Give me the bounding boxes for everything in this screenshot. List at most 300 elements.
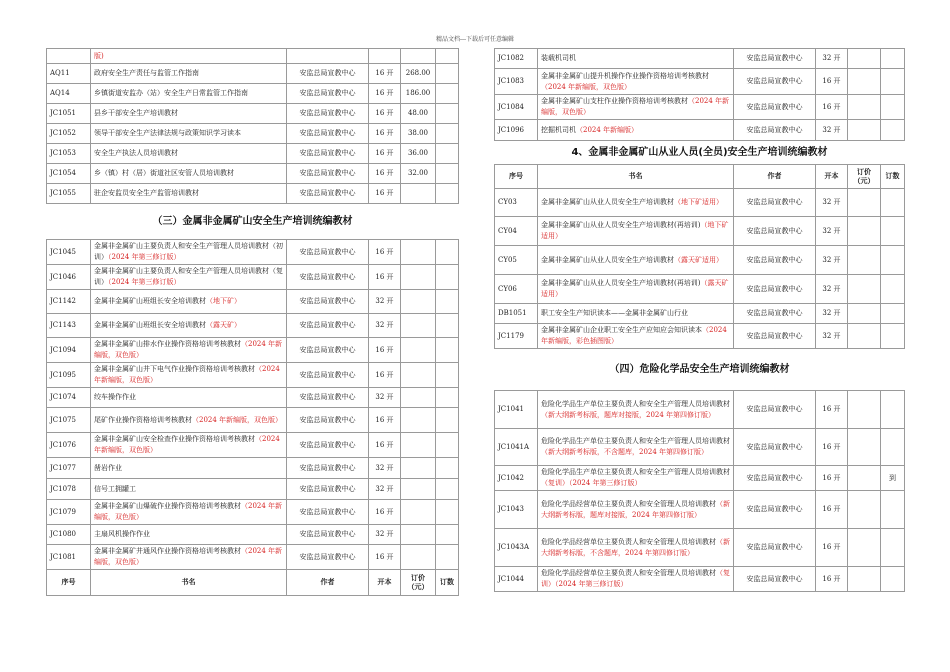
book-code: JC1052: [47, 124, 91, 144]
book-title: [538, 246, 734, 275]
table-row: [495, 529, 905, 567]
book-author: 安监总局宣教中心: [287, 84, 369, 104]
book-author: 安监总局宣教中心: [287, 408, 369, 433]
book-code: JC1054: [47, 164, 91, 184]
book-price: [401, 184, 436, 204]
book-code: JC1075: [47, 408, 91, 433]
book-author: 安监总局宣教中心: [734, 275, 816, 304]
title-text: 金属非金属矿山企业职工安全生产应知应会知识读本: [541, 326, 702, 334]
order-qty-cell[interactable]: [436, 184, 459, 204]
book-code: JC1044: [495, 567, 538, 592]
table-header-row: [495, 165, 905, 189]
book-format: 32 开: [816, 324, 848, 349]
book-title: [538, 324, 734, 349]
title-text: 金属非金属矿山提升机操作作业操作资格培训考核教材: [541, 71, 709, 80]
book-format: 32 开: [816, 189, 848, 217]
title-text: 金属非金属矿山主要负责人和安全生产管理人员培训教材（复训）: [94, 267, 283, 286]
table-row: [495, 69, 905, 95]
book-code: CY04: [495, 217, 538, 246]
edition-note: （2024 年新编版）: [576, 125, 639, 134]
book-price: [401, 240, 436, 265]
order-qty-cell[interactable]: [881, 529, 905, 567]
order-qty-cell[interactable]: [881, 246, 905, 275]
book-title: [91, 240, 287, 265]
edition-note: 版): [94, 51, 104, 60]
book-title: [538, 49, 734, 69]
table-row: [495, 304, 905, 324]
order-qty-cell[interactable]: [881, 391, 905, 429]
book-code: JC1082: [495, 49, 538, 69]
book-code: CY03: [495, 189, 538, 217]
table-row: [47, 363, 459, 388]
title-text: 危险化学品经营单位主要负责人和安全管理人员培训教材: [541, 537, 716, 546]
title-text: 危险化学品生产单位主要负责人和安全生产管理人员培训教材: [541, 399, 730, 408]
book-title: [91, 84, 287, 104]
order-qty-cell[interactable]: [881, 95, 905, 120]
table-row: [495, 567, 905, 592]
order-qty-cell[interactable]: [436, 458, 459, 479]
book-format: 16 开: [369, 104, 401, 124]
left-catalog-table: [46, 48, 459, 596]
edition-note: （2024 年新编版，双色版）: [541, 97, 730, 116]
order-qty-cell[interactable]: [881, 275, 905, 304]
order-qty-cell[interactable]: [436, 545, 459, 570]
book-author: 安监总局宣教中心: [287, 545, 369, 570]
order-qty-cell[interactable]: [881, 120, 905, 141]
table-row: [47, 290, 459, 314]
title-text: 挖掘机司机: [541, 125, 576, 134]
book-format: 32 开: [816, 120, 848, 141]
section-title: （四）危险化学品安全生产培训统编教材: [495, 349, 905, 391]
title-text: 危险化学品经营单位主要负责人和安全管理人员培训教材: [541, 569, 716, 577]
title-text: 职工安全生产知识读本——金属非金属矿山行业: [541, 309, 688, 317]
header-size: 开本: [369, 570, 401, 596]
title-text: 金属非金属矿井通风作业操作资格培训考核教材: [94, 547, 241, 555]
table-row: [47, 479, 459, 500]
order-qty-cell[interactable]: [436, 433, 459, 458]
book-title: [91, 525, 287, 545]
table-row: [47, 240, 459, 265]
book-price: [401, 388, 436, 408]
table-row: [47, 388, 459, 408]
table-row: [495, 246, 905, 275]
title-text: 金属非金属矿山从业人员安全生产培训教材: [541, 198, 674, 206]
book-author: 安监总局宣教中心: [734, 217, 816, 246]
book-title: [91, 458, 287, 479]
order-qty-cell[interactable]: [881, 49, 905, 69]
edition-note: （复训）（2024 年第三修订版）: [541, 479, 642, 487]
book-title: [91, 104, 287, 124]
edition-note: （地下矿适用）: [541, 221, 729, 240]
book-price: [848, 391, 881, 429]
table-row: [495, 49, 905, 69]
book-code: JC1074: [47, 388, 91, 408]
header-qty: 订数: [881, 165, 905, 189]
book-format: 16 开: [816, 567, 848, 592]
title-text: 金属非金属矿山从业人员安全生产培训教材(再培训): [541, 279, 701, 287]
book-title: [91, 363, 287, 388]
book-price: [401, 479, 436, 500]
edition-note: （2024 年第三修订版）: [108, 253, 181, 261]
order-qty-cell[interactable]: [881, 567, 905, 592]
title-text: 金属非金属矿山排水作业操作资格培训考核教材: [94, 340, 241, 348]
book-format: 16 开: [369, 545, 401, 570]
book-title: [91, 290, 287, 314]
table-row: [47, 525, 459, 545]
order-qty-cell[interactable]: [881, 491, 905, 529]
book-code: JC1084: [495, 95, 538, 120]
book-author: 安监总局宣教中心: [287, 184, 369, 204]
table-row: [495, 429, 905, 466]
order-qty-cell[interactable]: [881, 429, 905, 466]
book-format: 16 开: [369, 408, 401, 433]
header-price: 订价（元）: [848, 165, 881, 189]
order-qty-cell[interactable]: [881, 304, 905, 324]
book-code: JC1041: [495, 391, 538, 429]
right-catalog-table: [494, 48, 905, 592]
title-text: 安全生产执法人员培训教材: [94, 149, 178, 157]
order-qty-cell[interactable]: [436, 124, 459, 144]
book-code: JC1142: [47, 290, 91, 314]
edition-note: （2024 年新编版，双色版）: [94, 340, 283, 359]
book-title: [91, 388, 287, 408]
book-author: 安监总局宣教中心: [287, 458, 369, 479]
order-qty-cell[interactable]: [436, 265, 459, 290]
edition-note: （地下矿）: [206, 297, 241, 305]
book-code: JC1043: [495, 491, 538, 529]
book-code: JC1094: [47, 338, 91, 363]
table-row: [47, 84, 459, 104]
book-format: 32 开: [816, 304, 848, 324]
order-qty-cell[interactable]: [881, 189, 905, 217]
book-author: 安监总局宣教中心: [734, 324, 816, 349]
book-author: 安监总局宣教中心: [287, 240, 369, 265]
edition-note: （露天矿）: [206, 321, 241, 329]
book-title: [91, 144, 287, 164]
book-title: [91, 314, 287, 338]
book-format: 16 开: [369, 265, 401, 290]
title-text: 危险化学品经营单位主要负责人和安全管理人员培训教材: [541, 499, 716, 508]
book-format: 32 开: [816, 49, 848, 69]
book-format: 32 开: [369, 290, 401, 314]
section-heading-row: [495, 349, 905, 391]
book-price: [848, 217, 881, 246]
book-title: [538, 391, 734, 429]
book-title: [538, 491, 734, 529]
title-text: 危险化学品生产单位主要负责人和安全生产管理人员培训教材: [541, 437, 730, 445]
book-price: [848, 246, 881, 275]
title-text: 金属非金属矿山从业人员安全生产培训教材: [541, 255, 674, 264]
order-qty-cell[interactable]: 到: [881, 466, 905, 491]
book-author: 安监总局宣教中心: [287, 388, 369, 408]
table-row: [495, 95, 905, 120]
book-format: 16 开: [369, 433, 401, 458]
title-text: 领导干部安全生产法律法规与政策知识学习读本: [94, 129, 241, 137]
book-code: JC1179: [495, 324, 538, 349]
book-price: [848, 189, 881, 217]
table-row: [495, 324, 905, 349]
edition-note: （露天矿适用）: [674, 255, 723, 264]
book-title: [538, 567, 734, 592]
title-text: 信号工拥罐工: [94, 484, 136, 493]
book-price: [848, 120, 881, 141]
book-author: 安监总局宣教中心: [287, 433, 369, 458]
title-text: 驻企安监员安全生产监管培训教材: [94, 189, 199, 197]
book-format: 32 开: [369, 388, 401, 408]
book-price: [401, 500, 436, 525]
book-price: 38.00: [401, 124, 436, 144]
book-title: [91, 545, 287, 570]
section-heading-row: [495, 141, 905, 165]
book-price: [401, 433, 436, 458]
book-code: JC1042: [495, 466, 538, 491]
table-row: [47, 49, 459, 64]
book-title: [538, 120, 734, 141]
title-text: 金属非金属矿山班组长安全培训教材: [94, 297, 206, 305]
edition-note: （2024 年新编版，彩色插图版）: [541, 326, 727, 345]
header-qty: 订数: [436, 570, 459, 596]
book-format: 16 开: [369, 240, 401, 265]
book-author: 安监总局宣教中心: [287, 104, 369, 124]
order-qty-cell[interactable]: [436, 363, 459, 388]
book-format: 16 开: [816, 429, 848, 466]
order-qty-cell[interactable]: [436, 500, 459, 525]
edition-note: （2024 年新编版，双色版）: [94, 365, 280, 384]
book-title: [91, 184, 287, 204]
book-code: JC1041A: [495, 429, 538, 466]
edition-note: （2024 年新编版，双色版）: [192, 415, 283, 424]
title-text: 凿岩作业: [94, 463, 122, 472]
book-format: 16 开: [369, 164, 401, 184]
table-row: [47, 408, 459, 433]
book-price: [848, 529, 881, 567]
book-price: [848, 304, 881, 324]
book-author: 安监总局宣教中心: [287, 164, 369, 184]
title-text: 装载机司机: [541, 54, 576, 62]
book-code: JC1083: [495, 69, 538, 95]
table-row: [47, 314, 459, 338]
title-text: 主扇风机操作作业: [94, 530, 150, 538]
order-qty-cell[interactable]: [436, 525, 459, 545]
order-qty-cell[interactable]: [436, 240, 459, 265]
book-title: [91, 164, 287, 184]
book-code: CY05: [495, 246, 538, 275]
table-row: [47, 184, 459, 204]
edition-note: （2024 年新编版，双色版）: [94, 502, 283, 521]
book-title: [91, 265, 287, 290]
book-author: 安监总局宣教中心: [734, 429, 816, 466]
order-qty-cell[interactable]: [436, 164, 459, 184]
edition-note: （新大纲新考标版，题库对接版，2024 年第四修订版）: [541, 410, 716, 419]
book-price: [401, 525, 436, 545]
edition-note: （地下矿适用）: [674, 198, 723, 206]
book-author: 安监总局宣教中心: [734, 189, 816, 217]
order-qty-cell[interactable]: [436, 479, 459, 500]
title-text: 金属非金属矿山支柱作业操作资格培训考核教材: [541, 97, 688, 105]
book-code: JC1051: [47, 104, 91, 124]
book-price: [848, 69, 881, 95]
book-code: DB1051: [495, 304, 538, 324]
book-format: 16 开: [369, 500, 401, 525]
table-row: [47, 144, 459, 164]
book-price: [848, 429, 881, 466]
book-code: AQ14: [47, 84, 91, 104]
book-format: 16 开: [369, 363, 401, 388]
book-author: 安监总局宣教中心: [734, 567, 816, 592]
table-row: [47, 124, 459, 144]
order-qty-cell[interactable]: [436, 314, 459, 338]
section-title: （三）金属非金属矿山安全生产培训统编教材: [47, 204, 459, 240]
book-code: JC1080: [47, 525, 91, 545]
book-code: JC1143: [47, 314, 91, 338]
table-row: [495, 391, 905, 429]
book-author: 安监总局宣教中心: [734, 491, 816, 529]
title-text: 乡（镇）村（居）街道社区安管人员培训教材: [94, 169, 234, 177]
book-format: 16 开: [369, 64, 401, 84]
book-title: [91, 49, 287, 64]
book-format: 16 开: [816, 95, 848, 120]
book-price: [848, 491, 881, 529]
book-title: [91, 64, 287, 84]
book-code: JC1078: [47, 479, 91, 500]
book-format: 16 开: [369, 84, 401, 104]
book-price: [848, 275, 881, 304]
order-qty-cell[interactable]: [436, 64, 459, 84]
book-format: 16 开: [369, 338, 401, 363]
book-title: [538, 189, 734, 217]
table-row: [495, 189, 905, 217]
book-title: [538, 304, 734, 324]
book-format: 16 开: [816, 529, 848, 567]
book-title: [91, 479, 287, 500]
title-text: 绞车操作作业: [94, 393, 136, 401]
book-author: 安监总局宣教中心: [734, 49, 816, 69]
order-qty-cell[interactable]: [436, 84, 459, 104]
header-title: 书名: [538, 165, 734, 189]
header-price: 订价（元）: [401, 570, 436, 596]
book-format: 32 开: [369, 314, 401, 338]
section-title: 4、金属非金属矿山从业人员(全员)安全生产培训统编教材: [495, 141, 905, 165]
table-row: [47, 500, 459, 525]
table-row: [495, 491, 905, 529]
title-text: 金属非金属矿山井下电气作业操作资格培训考核教材: [94, 365, 255, 373]
table-row: [47, 433, 459, 458]
book-code: JC1076: [47, 433, 91, 458]
book-format: 32 开: [369, 458, 401, 479]
book-author: 安监总局宣教中心: [287, 314, 369, 338]
title-text: 金属非金属矿山爆破作业操作资格培训考核教材: [94, 502, 241, 510]
order-qty-cell[interactable]: [436, 338, 459, 363]
title-text: 县乡干部安全生产培训教材: [94, 109, 178, 117]
book-author: 安监总局宣教中心: [287, 144, 369, 164]
book-author: 安监总局宣教中心: [734, 120, 816, 141]
book-author: 安监总局宣教中心: [287, 525, 369, 545]
book-author: 安监总局宣教中心: [287, 363, 369, 388]
book-format: 16 开: [816, 491, 848, 529]
order-qty-cell[interactable]: [436, 49, 459, 64]
book-code: JC1053: [47, 144, 91, 164]
book-title: [91, 124, 287, 144]
book-price: 186.00: [401, 84, 436, 104]
table-row: [495, 275, 905, 304]
book-title: [538, 429, 734, 466]
book-author: 安监总局宣教中心: [287, 290, 369, 314]
book-title: [538, 95, 734, 120]
book-price: [401, 458, 436, 479]
book-code: JC1081: [47, 545, 91, 570]
book-price: [401, 545, 436, 570]
edition-note: （2024 年新编版，双色版）: [94, 547, 283, 566]
order-qty-cell[interactable]: [881, 69, 905, 95]
order-qty-cell[interactable]: [881, 324, 905, 349]
book-format: 16 开: [816, 466, 848, 491]
edition-note: （2024 年第三修订版）: [108, 278, 181, 286]
book-price: [401, 290, 436, 314]
book-price: [848, 95, 881, 120]
order-qty-cell[interactable]: [436, 290, 459, 314]
table-row: [47, 545, 459, 570]
order-qty-cell[interactable]: [436, 104, 459, 124]
book-price: [401, 338, 436, 363]
book-title: [538, 217, 734, 246]
book-title: [538, 69, 734, 95]
book-format: 32 开: [369, 479, 401, 500]
book-format: 32 开: [816, 246, 848, 275]
book-format: 16 开: [816, 69, 848, 95]
book-price: [848, 466, 881, 491]
book-format: 32 开: [369, 525, 401, 545]
page-header: 精品文档---下载后可任意编辑: [435, 36, 515, 43]
title-text: 金属非金属矿山主要负责人和安全生产管理人员培训教材（初训）: [94, 242, 283, 261]
book-price: [848, 49, 881, 69]
book-title: [91, 408, 287, 433]
edition-note: （新大纲新考标版，题库对接版，2024 年第四修订版）: [541, 499, 730, 519]
table-row: [47, 265, 459, 290]
book-code: JC1095: [47, 363, 91, 388]
edition-note: （复训）（2024 年第三修订版）: [541, 569, 730, 588]
header-author: 作者: [287, 570, 369, 596]
book-author: 安监总局宣教中心: [734, 95, 816, 120]
order-qty-cell[interactable]: [881, 217, 905, 246]
book-author: 安监总局宣教中心: [734, 246, 816, 275]
book-price: 32.00: [401, 164, 436, 184]
book-code: [47, 49, 91, 64]
order-qty-cell[interactable]: [436, 388, 459, 408]
header-code: 序号: [47, 570, 91, 596]
book-code: JC1096: [495, 120, 538, 141]
book-price: [401, 49, 436, 64]
book-code: JC1055: [47, 184, 91, 204]
title-text: 金属非金属矿山安全检查作业操作资格培训考核教材: [94, 435, 255, 443]
book-code: JC1045: [47, 240, 91, 265]
book-title: [91, 338, 287, 363]
header-size: 开本: [816, 165, 848, 189]
order-qty-cell[interactable]: [436, 144, 459, 164]
book-price: [401, 363, 436, 388]
book-author: 安监总局宣教中心: [734, 466, 816, 491]
book-title: [538, 529, 734, 567]
book-author: 安监总局宣教中心: [287, 338, 369, 363]
book-author: 安监总局宣教中心: [287, 124, 369, 144]
table-row: [495, 120, 905, 141]
book-code: AQ11: [47, 64, 91, 84]
table-row: [47, 64, 459, 84]
order-qty-cell[interactable]: [436, 408, 459, 433]
book-format: 16 开: [369, 184, 401, 204]
book-code: JC1043A: [495, 529, 538, 567]
book-price: [848, 567, 881, 592]
header-author: 作者: [734, 165, 816, 189]
